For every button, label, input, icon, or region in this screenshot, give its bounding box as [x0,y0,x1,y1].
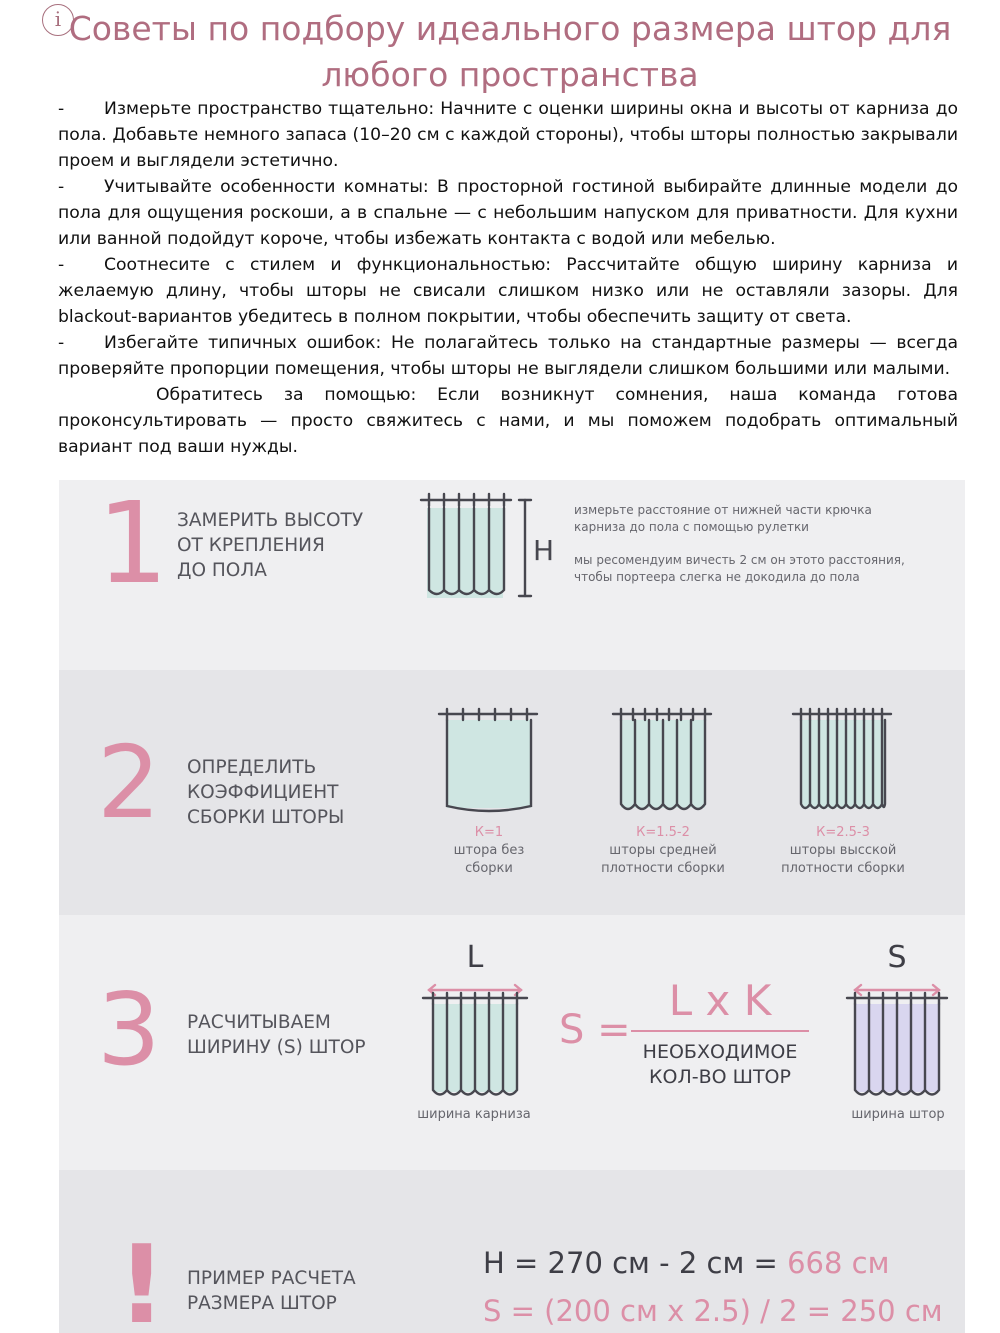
tip-marker: - [58,99,65,119]
tip-text: Соотнесите с стилем и функциональностью: Рассчитайте общую ширину карниза и желаемую длину, чтобы шторы не свисали слишком низко или не оставляли зазоры. Для blackout-вариантов убедитесь в полном покрытии, чтобы обеспечить защиту от света. [58,255,958,327]
curtain-rod-width-icon [421,980,531,1105]
step-4-label: ПРИМЕР РАСЧЕТА РАЗМЕРА ШТОР [187,1268,356,1314]
info-icon[interactable]: i [42,4,74,36]
step-3-number: 3 [97,971,161,1088]
step-3-label: РАСЧИТЫВАЕМ ШИРИНУ (S) ШТОР [187,1012,366,1058]
tip-marker: - [58,255,65,275]
curtain-fabric [427,508,503,598]
step-2-number: 2 [97,724,161,841]
formula-lhs: S = [559,1007,631,1053]
rod-width-letter: L [466,940,484,975]
title-line-1: Советы по подбору идеального размера штор для [68,9,952,48]
step-1-number: 1 [97,480,169,609]
curtain-k15-icon [611,706,715,821]
formula-denominator: НЕОБХОДИМОЕ КОЛ-ВО ШТОР [642,1041,798,1088]
tip-text: Учитывайте особенности комнаты: В просторной гостиной выбирайте длинные модели до пола для ощущения роскоши, а в спальне — с небольшим напуском для приватности. Для кухни или ванной подойдут короче, чтобы избежать контакта с водой или мебелью. [58,177,958,249]
tip-item [58,252,958,330]
rod-width-caption: ширина карниза [417,1107,531,1122]
height-letter: H [533,534,555,567]
example-height-line: H = 270 см - 2 см = 668 см [483,1246,890,1280]
tip-item [58,174,958,252]
step-2-label: ОПРЕДЕЛИТЬ КОЭФФИЦИЕНТ СБОРКИ ШТОРЫ [187,757,345,828]
tip-marker: - [58,177,65,197]
curtain-width-icon [845,980,949,1105]
step-4-exclamation: ! [117,1223,167,1333]
curtain-infographic [59,480,965,1333]
curtain-width-letter: S [887,940,907,975]
step-1-label: ЗАМЕРИТЬ ВЫСОТУ ОТ КРЕПЛЕНИЯ ДО ПОЛА [177,510,364,581]
tip-marker: - [58,333,65,353]
tip-item [58,96,958,174]
k15-caption: К=1.5-2 шторы средней плотности сборки [601,825,725,876]
k1-caption: К=1 штора без сборки [453,825,525,876]
curtain-k25-icon [791,706,895,821]
title-line-2: любого пространства [321,55,699,94]
tip-text: Измерьте пространство тщательно: Начните с оценки ширины окна и высоты от карниза до пола. Добавьте немного запаса (10–20 см с каждой стороны), чтобы шторы полностью закрывали проем и выглядели эстетично. [58,99,958,171]
curtain-width-caption: ширина штор [851,1107,945,1122]
tip-text: Избегайте типичных ошибок: Не полагайтесь только на стандартные размеры — всегда проверяйте пропорции помещения, чтобы шторы не выглядели слишком большими или малыми. [58,333,958,379]
formula-numerator: L x K [668,976,772,1025]
example-width-line: S = (200 см x 2.5) / 2 = 250 см [483,1294,943,1328]
curtain-height-icon [419,490,569,605]
step-1-note-1: измерьте расстояние от нижней части крючка карниза до пола с помощью рулетки [574,503,872,534]
tips-text [58,96,958,460]
page-title [60,6,960,98]
formula-fraction-bar [631,1030,809,1032]
tip-item [58,330,958,382]
curtain-k1-icon [437,706,541,821]
closing-paragraph: Обратитесь за помощью: Если возникнут сомнения, наша команда готова проконсультировать — просто свяжитесь с нами, и мы поможем подобрать оптимальный вариант под ваши нужды. [58,385,958,457]
step-1-note-2: мы ресомендуим вичесть 2 см он этото расстояния, чтобы портеера слегка не докодила до пола [574,553,905,584]
k25-caption: К=2.5-3 шторы высской плотности сборки [781,825,905,876]
